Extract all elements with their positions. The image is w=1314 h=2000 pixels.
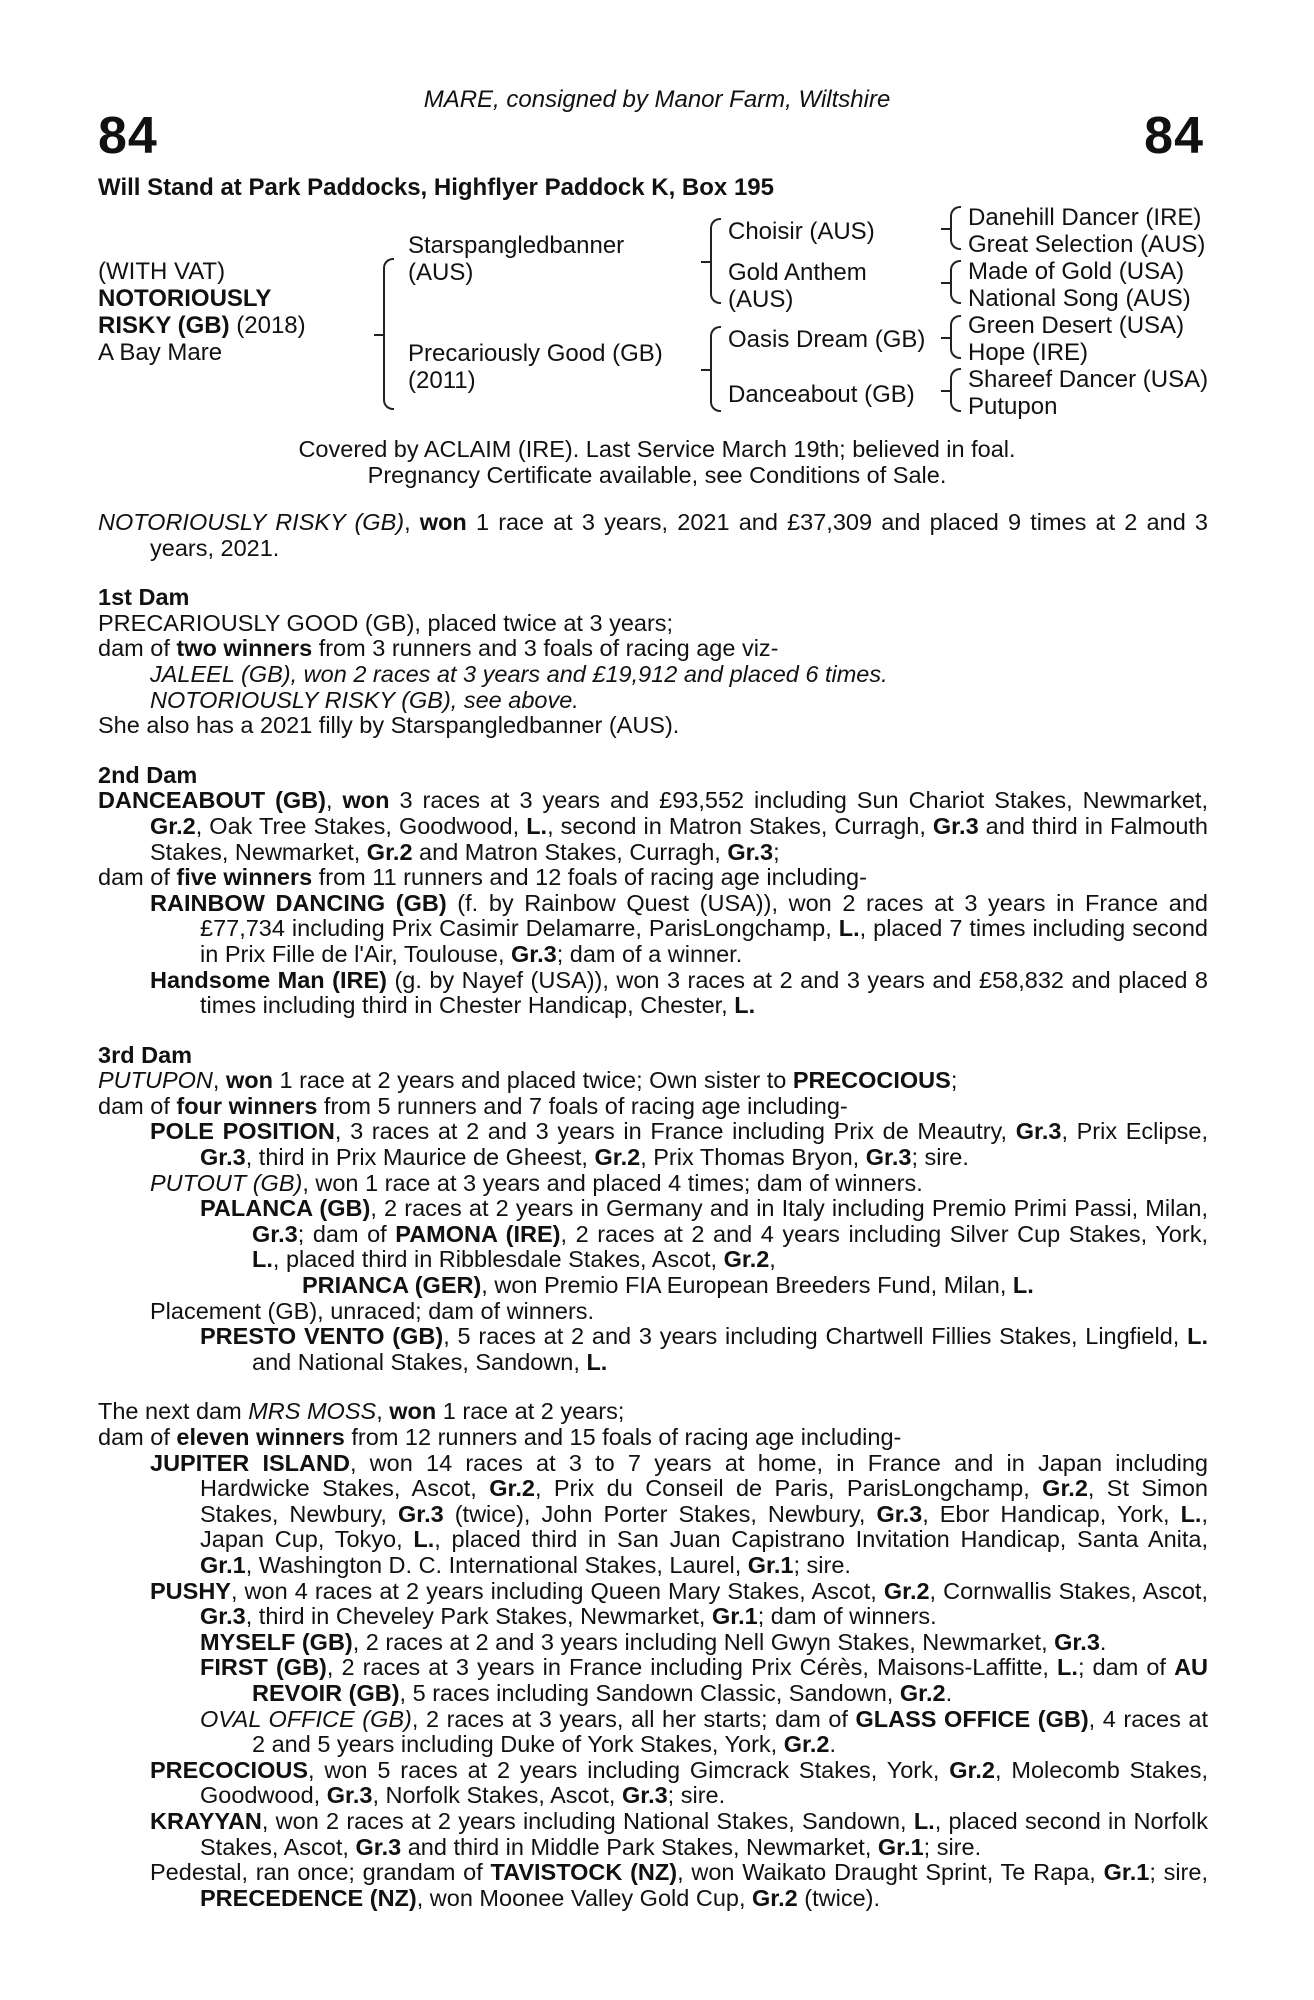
granddam-1-line2: (AUS) bbox=[728, 286, 794, 313]
dam1-heading: 1st Dam bbox=[98, 584, 190, 611]
granddam-1-line1: Gold Anthem bbox=[728, 259, 867, 286]
brace-sire bbox=[710, 218, 721, 304]
covering-notice bbox=[0, 436, 1314, 488]
granddam-2: Danceabout (GB) bbox=[728, 381, 915, 408]
nextdam-myself: MYSELF (GB), 2 races at 2 and 3 years including Nell Gwyn Stakes, Newmarket, Gr.3. bbox=[200, 1628, 1107, 1655]
dam1-notoriously: NOTORIOUSLY RISKY (GB), see above. bbox=[150, 686, 579, 713]
nextdam-jupiter-island: JUPITER ISLAND, won 14 races at 3 to 7 years at home, in France and in Japan including Hardwicke Stakes, Ascot, Gr.2, Prix du Conseil de Paris, ParisLongchamp, Gr.2, St Simon Stakes, Newbury, Gr.3 (twice), John Porter Stakes, Newbury, Gr.3, Ebor Handicap, York, L., Japan Cup, Tokyo, L., placed third in San Juan Capistrano Invitation Handicap, Santa Anita, Gr.1, Washington D. C. International Stakes, Laurel, Gr.1; sire. bbox=[150, 1449, 1209, 1578]
ggs-3: Made of Gold (USA) bbox=[968, 258, 1185, 285]
lot-number-right: 84 bbox=[1144, 107, 1204, 165]
dam3-pole-position: POLE POSITION, 3 races at 2 and 3 years in France including Prix de Meautry, Gr.3, Prix Eclipse, Gr.3, third in Prix Maurice de Gheest, Gr.2, Prix Thomas Bryon, Gr.3; sire. bbox=[150, 1118, 1209, 1171]
dam1-jaleel: JALEEL (GB), won 2 races at 3 years and £19,912 and placed 6 times. bbox=[150, 660, 888, 687]
lot-number-left: 84 bbox=[98, 107, 158, 165]
nextdam-record: The next dam MRS MOSS, won 1 race at 2 years; bbox=[98, 1398, 625, 1425]
covered-line1: Covered by ACLAIM (IRE). Last Service March 19th; believed in foal. bbox=[298, 436, 1016, 462]
covered-line2: Pregnancy Certificate available, see Conditions of Sale. bbox=[367, 462, 947, 488]
ggs-7: Shareef Dancer (USA) bbox=[968, 366, 1209, 393]
horse-name-line2: RISKY (GB) (2018) bbox=[98, 312, 306, 339]
ggs-2: Great Selection (AUS) bbox=[968, 231, 1206, 258]
dam3-record: PUTUPON, won 1 race at 2 years and placed twice; Own sister to PRECOCIOUS; bbox=[98, 1067, 958, 1094]
dam2-handsome-man: Handsome Man (IRE) (g. by Nayef (USA)), won 3 races at 2 and 3 years and £58,832 and placed 8 times including third in Chester Handicap, Chester, L. bbox=[150, 966, 1208, 1019]
nextdam-damof: dam of eleven winners from 12 runners and 15 foals of racing age including- bbox=[98, 1424, 902, 1450]
grandsire-1: Choisir (AUS) bbox=[728, 218, 875, 245]
dam2-rainbow-dancing: RAINBOW DANCING (GB) (f. by Rainbow Quest (USA)), won 2 races at 3 years in France and £77,734 including Prix Casimir Delamarre, ParisLongchamp, L., placed 7 times including second in Prix Fille de l'Air, Toulouse, Gr.3; dam of a winner. bbox=[150, 889, 1208, 967]
dam-line1: Precariously Good (GB) bbox=[408, 340, 663, 367]
nextdam-pushy: PUSHY, won 4 races at 2 years including Queen Mary Stakes, Ascot, Gr.2, Cornwallis Stakes, Ascot, Gr.3, third in Cheveley Park Stakes, Newmarket, Gr.1; dam of winners. bbox=[150, 1577, 1208, 1630]
ggs-1: Danehill Dancer (IRE) bbox=[968, 204, 1202, 231]
dam1-line: PRECARIOUSLY GOOD (GB), placed twice at 3 years; bbox=[98, 609, 674, 636]
horse-description: A Bay Mare bbox=[98, 339, 223, 366]
ggs-4: National Song (AUS) bbox=[968, 285, 1191, 312]
dam3-palanca: PALANCA (GB), 2 races at 2 years in Germany and in Italy including Premio Primi Passi, Milan, Gr.3; dam of PAMONA (IRE), 2 races at 2 and 4 years including Silver Cup Stakes, York, L., placed third in Ribblesdale Stakes, Ascot, Gr.2, bbox=[200, 1195, 1208, 1273]
ggs-8: Putupon bbox=[968, 393, 1058, 420]
consignor-line: MARE, consigned by Manor Farm, Wiltshire bbox=[423, 86, 891, 113]
brace-gs1 bbox=[950, 206, 961, 250]
produce-record bbox=[98, 510, 1208, 1911]
dam3-placement: Placement (GB), unraced; dam of winners. bbox=[150, 1297, 595, 1324]
grandsire-2: Oasis Dream (GB) bbox=[728, 326, 926, 353]
nextdam-krayyan: KRAYYAN, won 2 races at 2 years including National Stakes, Sandown, L., placed second in Norfolk Stakes, Ascot, Gr.3 and third in Middle Park Stakes, Newmarket, Gr.1; sire. bbox=[150, 1807, 1208, 1860]
intro-paragraph: NOTORIOUSLY RISKY (GB), won 1 race at 3 years, 2021 and £37,309 and placed 9 times at 2 and 3 years, 2021. bbox=[98, 509, 1208, 561]
ggs-5: Green Desert (USA) bbox=[968, 312, 1185, 339]
brace-gs4 bbox=[950, 368, 961, 412]
dam3-presto-vento: PRESTO VENTO (GB), 5 races at 2 and 3 years including Chartwell Fillies Stakes, Lingfield, L. and National Stakes, Sandown, L. bbox=[200, 1323, 1208, 1375]
horse-name-line1: NOTORIOUSLY bbox=[98, 285, 272, 312]
dam2-damof: dam of five winners from 11 runners and 12 foals of racing age including- bbox=[98, 864, 867, 891]
dam3-damof: dam of four winners from 5 runners and 7 foals of racing age including- bbox=[98, 1092, 848, 1119]
nextdam-first: FIRST (GB), 2 races at 3 years in France including Prix Cérès, Maisons-Laffitte, L.; dam of AU REVOIR (GB), 5 races including Sandown Classic, Sandown, Gr.2. bbox=[200, 1654, 1209, 1706]
dam3-putout: PUTOUT (GB), won 1 race at 3 years and placed 4 times; dam of winners. bbox=[150, 1169, 923, 1196]
nextdam-oval-office: OVAL OFFICE (GB), 2 races at 3 years, all her starts; dam of GLASS OFFICE (GB), 4 races at 2 and 5 years including Duke of York Stakes, York, Gr.2. bbox=[200, 1705, 1209, 1758]
brace-gs2 bbox=[950, 260, 961, 304]
dam2-heading: 2nd Dam bbox=[98, 761, 198, 788]
brace-parents bbox=[383, 258, 394, 410]
stabling-location: Will Stand at Park Paddocks, Highflyer Paddock K, Box 195 bbox=[98, 174, 774, 201]
dam2-record: DANCEABOUT (GB), won 3 races at 3 years and £93,552 including Sun Chariot Stakes, Newmarket, Gr.2, Oak Tree Stakes, Goodwood, L., second in Matron Stakes, Curragh, Gr.3 and third in Falmouth Stakes, Newmarket, Gr.2 and Matron Stakes, Curragh, Gr.3; bbox=[98, 787, 1208, 865]
dam-line2: (2011) bbox=[408, 367, 476, 394]
dam1-damof: dam of two winners from 3 runners and 3 foals of racing age viz- bbox=[98, 635, 779, 662]
sire-line1: Starspangledbanner bbox=[408, 232, 625, 259]
nextdam-precocious: PRECOCIOUS, won 5 races at 2 years including Gimcrack Stakes, York, Gr.2, Molecomb Stakes, Goodwood, Gr.3, Norfolk Stakes, Ascot, Gr.3; sire. bbox=[150, 1756, 1208, 1809]
sire-line2: (AUS) bbox=[408, 259, 474, 286]
brace-gs3 bbox=[950, 315, 961, 359]
brace-dam bbox=[710, 326, 721, 412]
dam1-also: She also has a 2021 filly by Starspangledbanner (AUS). bbox=[98, 712, 680, 739]
dam3-heading: 3rd Dam bbox=[98, 1041, 193, 1068]
dam3-prianca: PRIANCA (GER), won Premio FIA European Breeders Fund, Milan, L. bbox=[302, 1272, 1034, 1299]
horse-vat: (WITH VAT) bbox=[98, 258, 226, 285]
ggs-6: Hope (IRE) bbox=[968, 339, 1089, 366]
nextdam-pedestal: Pedestal, ran once; grandam of TAVISTOCK (NZ), won Waikato Draught Sprint, Te Rapa, Gr.1; sire, PRECEDENCE (NZ), won Moonee Valley Gold Cup, Gr.2 (twice). bbox=[150, 1859, 1208, 1911]
